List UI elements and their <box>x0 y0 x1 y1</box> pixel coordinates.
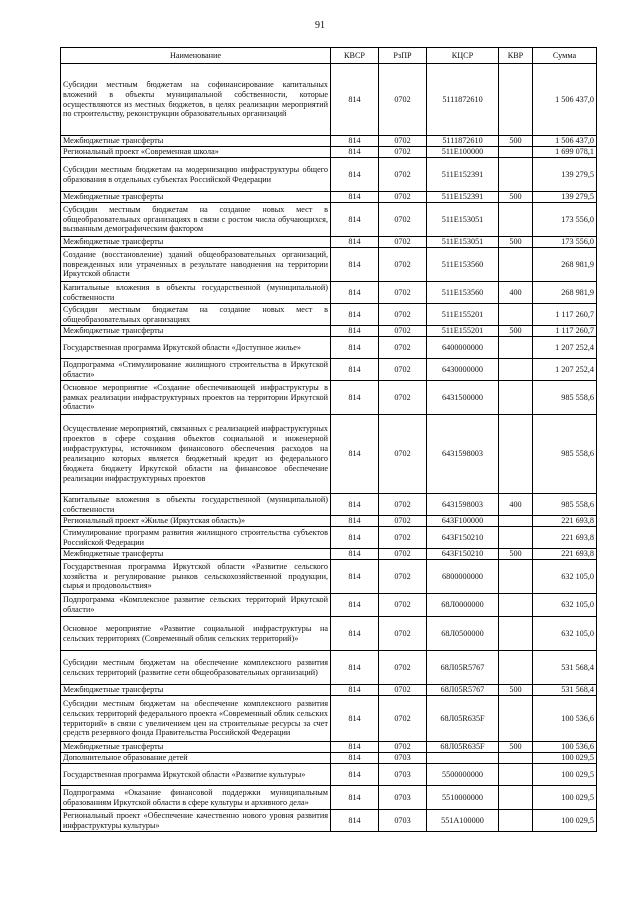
row-kvsr: 814 <box>331 685 379 696</box>
row-kvr <box>499 516 533 527</box>
table-row <box>61 810 597 832</box>
row-kcsr: 6431500000 <box>427 381 499 415</box>
row-rzpr: 0702 <box>379 594 427 617</box>
row-kvr <box>499 304 533 326</box>
row-sum: 221 693,8 <box>533 527 597 549</box>
row-rzpr: 0702 <box>379 617 427 651</box>
row-kcsr: 511E153560 <box>427 248 499 282</box>
table-row <box>61 359 597 381</box>
table-row <box>61 696 597 742</box>
row-rzpr: 0702 <box>379 337 427 359</box>
header-kvsr: КВСР <box>331 48 379 64</box>
row-kvr <box>499 248 533 282</box>
row-rzpr: 0702 <box>379 549 427 560</box>
table-row <box>61 415 597 494</box>
row-kvsr: 814 <box>331 282 379 304</box>
row-rzpr: 0702 <box>379 237 427 248</box>
row-kvsr: 814 <box>331 753 379 764</box>
row-name: Основное мероприятие «Развитие социальной инфраструктуры на сельских территориях (Современный облик сельских территорий)» <box>61 617 331 651</box>
row-rzpr: 0702 <box>379 326 427 337</box>
row-kvsr: 814 <box>331 560 379 594</box>
row-name: Субсидии местным бюджетам на обеспечение комплексного развития сельских территорий федерального проекта «Современный облик сельских территорий» в связи с увеличением цен на строительные ресурсы за счет средств резервного фонда Правительства Российской Федерации <box>61 696 331 742</box>
row-kcsr: 511E155201 <box>427 326 499 337</box>
table-row <box>61 494 597 516</box>
row-kvr <box>499 651 533 685</box>
row-rzpr: 0703 <box>379 810 427 832</box>
row-name: Межбюджетные трансферты <box>61 549 331 560</box>
row-rzpr: 0702 <box>379 282 427 304</box>
row-kcsr: 511E155201 <box>427 304 499 326</box>
row-kvsr: 814 <box>331 810 379 832</box>
row-kcsr: 6400000000 <box>427 337 499 359</box>
row-rzpr: 0702 <box>379 560 427 594</box>
row-name: Государственная программа Иркутской области «Развитие сельского хозяйства и регулирование рынков сельскохозяйственной продукции, сырья и продовольствия» <box>61 560 331 594</box>
table-row <box>61 742 597 753</box>
row-kcsr: 6431598003 <box>427 494 499 516</box>
row-sum: 985 558,6 <box>533 415 597 494</box>
table-row <box>61 753 597 764</box>
row-kvsr: 814 <box>331 237 379 248</box>
row-kvsr: 814 <box>331 742 379 753</box>
row-kcsr: 5111872610 <box>427 64 499 136</box>
row-name: Региональный проект «Жилье (Иркутская область)» <box>61 516 331 527</box>
table-row <box>61 337 597 359</box>
table-row <box>61 527 597 549</box>
row-kcsr: 5510000000 <box>427 786 499 810</box>
row-kvr: 500 <box>499 685 533 696</box>
row-kvsr: 814 <box>331 326 379 337</box>
table-row <box>61 248 597 282</box>
row-kcsr: 511E153560 <box>427 282 499 304</box>
page-number: 91 <box>315 20 325 31</box>
row-rzpr: 0702 <box>379 381 427 415</box>
table-header-row <box>61 48 597 64</box>
row-kvr: 500 <box>499 192 533 203</box>
row-name: Дополнительное образование детей <box>61 753 331 764</box>
row-name: Субсидии местным бюджетам на софинансирование капитальных вложений в объекты муниципальной собственности, которые осуществляются из местных бюджетов, в целях реализации мероприятий по строительству, реконструкции образовательных организаций <box>61 64 331 136</box>
row-rzpr: 0703 <box>379 764 427 786</box>
row-rzpr: 0703 <box>379 786 427 810</box>
row-sum: 1 506 437,0 <box>533 64 597 136</box>
row-sum: 221 693,8 <box>533 549 597 560</box>
row-kcsr: 68Л05R635F <box>427 696 499 742</box>
row-kvr <box>499 337 533 359</box>
table-row <box>61 192 597 203</box>
row-kvr <box>499 753 533 764</box>
row-kvr <box>499 381 533 415</box>
table-row <box>61 304 597 326</box>
row-sum: 139 279,5 <box>533 192 597 203</box>
row-kvsr: 814 <box>331 64 379 136</box>
table-row <box>61 381 597 415</box>
row-name: Субсидии местным бюджетам на обеспечение комплексного развития сельских территорий (развитие сети общеобразовательных организаций) <box>61 651 331 685</box>
row-kvsr: 814 <box>331 337 379 359</box>
row-name: Создание (восстановление) зданий общеобразовательных организаций, поврежденных или утраченных в результате наводнения на территории Иркутской области <box>61 248 331 282</box>
row-rzpr: 0702 <box>379 359 427 381</box>
row-kcsr: 643F150210 <box>427 527 499 549</box>
table-row <box>61 147 597 158</box>
row-kvsr: 814 <box>331 147 379 158</box>
row-name: Межбюджетные трансферты <box>61 192 331 203</box>
row-name: Подпрограмма «Стимулирование жилищного строительства в Иркутской области» <box>61 359 331 381</box>
row-rzpr: 0702 <box>379 304 427 326</box>
row-name: Субсидии местным бюджетам на создание новых мест в общеобразовательных организациях в связи с ростом числа обучающихся, вызванным демографическим фактором <box>61 203 331 237</box>
row-name: Межбюджетные трансферты <box>61 136 331 147</box>
row-kcsr: 643F100000 <box>427 516 499 527</box>
row-kvr <box>499 696 533 742</box>
row-kvsr: 814 <box>331 248 379 282</box>
row-sum: 1 506 437,0 <box>533 136 597 147</box>
row-sum: 1 117 260,7 <box>533 304 597 326</box>
row-rzpr: 0702 <box>379 147 427 158</box>
row-name: Осуществление мероприятий, связанных с реализацией инфраструктурных проектов в сфере создания объектов социальной и инженерной инфраструктуры, источником финансового обеспечения расходов на реализацию которых является бюджетный кредит из федерального бюджета бюджету Иркутской области на финансовое обеспечение реализации инфраструктурных проектов <box>61 415 331 494</box>
row-kcsr: 5500000000 <box>427 764 499 786</box>
row-rzpr: 0702 <box>379 651 427 685</box>
row-sum: 985 558,6 <box>533 381 597 415</box>
row-kvsr: 814 <box>331 527 379 549</box>
row-kvr: 500 <box>499 742 533 753</box>
row-sum: 173 556,0 <box>533 237 597 248</box>
row-kcsr: 511E153051 <box>427 203 499 237</box>
row-name: Подпрограмма «Комплексное развитие сельских территорий Иркутской области» <box>61 594 331 617</box>
row-sum: 100 029,5 <box>533 764 597 786</box>
row-kvsr: 814 <box>331 516 379 527</box>
row-kvr <box>499 415 533 494</box>
row-kcsr: 68Л0000000 <box>427 594 499 617</box>
row-name: Межбюджетные трансферты <box>61 237 331 248</box>
row-kcsr: 511E152391 <box>427 158 499 192</box>
row-kvr <box>499 810 533 832</box>
row-sum: 1 117 260,7 <box>533 326 597 337</box>
row-sum: 985 558,6 <box>533 494 597 516</box>
row-sum: 100 029,5 <box>533 786 597 810</box>
row-kvr <box>499 203 533 237</box>
table-row <box>61 617 597 651</box>
row-sum: 268 981,9 <box>533 248 597 282</box>
row-kvsr: 814 <box>331 696 379 742</box>
row-kvr <box>499 64 533 136</box>
table-row <box>61 549 597 560</box>
table-row <box>61 516 597 527</box>
table-row <box>61 651 597 685</box>
row-sum: 268 981,9 <box>533 282 597 304</box>
table-row <box>61 237 597 248</box>
row-rzpr: 0702 <box>379 527 427 549</box>
row-name: Межбюджетные трансферты <box>61 685 331 696</box>
row-rzpr: 0702 <box>379 64 427 136</box>
row-kvr: 400 <box>499 494 533 516</box>
header-kcsr: КЦСР <box>427 48 499 64</box>
row-sum: 173 556,0 <box>533 203 597 237</box>
row-name: Основное мероприятие «Создание обеспечивающей инфраструктуры в рамках реализации инфраструктурных проектов на территории Иркутской области» <box>61 381 331 415</box>
row-name: Региональный проект «Современная школа» <box>61 147 331 158</box>
row-sum: 1 207 252,4 <box>533 337 597 359</box>
row-kcsr <box>427 753 499 764</box>
row-name: Государственная программа Иркутской области «Доступное жилье» <box>61 337 331 359</box>
row-rzpr: 0702 <box>379 248 427 282</box>
row-kvr: 500 <box>499 549 533 560</box>
row-name: Капитальные вложения в объекты государственной (муниципальной) собственности <box>61 282 331 304</box>
row-kcsr: 511E100000 <box>427 147 499 158</box>
row-kvsr: 814 <box>331 415 379 494</box>
row-kvsr: 814 <box>331 594 379 617</box>
header-rzpr: РзПР <box>379 48 427 64</box>
row-name: Стимулирование программ развития жилищного строительства субъектов Российской Федерации <box>61 527 331 549</box>
row-kcsr: 643F150210 <box>427 549 499 560</box>
row-kvr <box>499 560 533 594</box>
row-rzpr: 0702 <box>379 742 427 753</box>
row-name: Капитальные вложения в объекты государственной (муниципальной) собственности <box>61 494 331 516</box>
row-kvr <box>499 594 533 617</box>
table-body <box>61 64 597 832</box>
row-kcsr: 68Л05R5767 <box>427 651 499 685</box>
row-kvsr: 814 <box>331 304 379 326</box>
header-name: Наименование <box>61 48 331 64</box>
row-sum: 632 105,0 <box>533 594 597 617</box>
row-kvr <box>499 527 533 549</box>
row-kcsr: 6800000000 <box>427 560 499 594</box>
row-rzpr: 0702 <box>379 516 427 527</box>
row-kcsr: 551A100000 <box>427 810 499 832</box>
header-sum: Сумма <box>533 48 597 64</box>
row-kvsr: 814 <box>331 381 379 415</box>
row-kcsr: 511E152391 <box>427 192 499 203</box>
row-sum: 1 207 252,4 <box>533 359 597 381</box>
row-kvsr: 814 <box>331 617 379 651</box>
row-kvr <box>499 147 533 158</box>
row-kvsr: 814 <box>331 359 379 381</box>
row-kvr: 500 <box>499 237 533 248</box>
row-kcsr: 6430000000 <box>427 359 499 381</box>
row-kvr <box>499 617 533 651</box>
row-name: Подпрограмма «Оказание финансовой поддержки муниципальным образованиям Иркутской области в сфере культуры и архивного дела» <box>61 786 331 810</box>
row-sum: 100 029,5 <box>533 753 597 764</box>
table-row <box>61 158 597 192</box>
table-row <box>61 594 597 617</box>
row-name: Межбюджетные трансферты <box>61 742 331 753</box>
row-name: Субсидии местным бюджетам на создание новых мест в общеобразовательных организациях <box>61 304 331 326</box>
row-name: Межбюджетные трансферты <box>61 326 331 337</box>
table-row <box>61 786 597 810</box>
row-rzpr: 0702 <box>379 192 427 203</box>
row-sum: 632 105,0 <box>533 560 597 594</box>
table-row <box>61 203 597 237</box>
row-kvsr: 814 <box>331 136 379 147</box>
row-kcsr: 68Л05R635F <box>427 742 499 753</box>
row-kvsr: 814 <box>331 786 379 810</box>
table-row <box>61 685 597 696</box>
header-kvr: КВР <box>499 48 533 64</box>
row-rzpr: 0702 <box>379 685 427 696</box>
row-rzpr: 0702 <box>379 415 427 494</box>
row-sum: 1 699 078,1 <box>533 147 597 158</box>
row-kvsr: 814 <box>331 192 379 203</box>
table-row <box>61 764 597 786</box>
row-kvr <box>499 158 533 192</box>
row-kvr: 500 <box>499 326 533 337</box>
row-name: Региональный проект «Обеспечение качественно нового уровня развития инфраструктуры культуры» <box>61 810 331 832</box>
row-sum: 632 105,0 <box>533 617 597 651</box>
row-sum: 139 279,5 <box>533 158 597 192</box>
row-rzpr: 0702 <box>379 136 427 147</box>
row-kvr: 500 <box>499 136 533 147</box>
table-row <box>61 560 597 594</box>
budget-table <box>60 47 597 832</box>
row-kvsr: 814 <box>331 494 379 516</box>
row-kvr <box>499 786 533 810</box>
row-sum: 531 568,4 <box>533 651 597 685</box>
row-name: Субсидии местным бюджетам на модернизацию инфраструктуры общего образования в отдельных субъектах Российской Федерации <box>61 158 331 192</box>
row-name: Государственная программа Иркутской области «Развитие культуры» <box>61 764 331 786</box>
table-row <box>61 326 597 337</box>
row-sum: 100 536,6 <box>533 742 597 753</box>
row-kcsr: 68Л05R5767 <box>427 685 499 696</box>
row-kvsr: 814 <box>331 651 379 685</box>
row-sum: 531 568,4 <box>533 685 597 696</box>
table-row <box>61 282 597 304</box>
row-kcsr: 68Л0500000 <box>427 617 499 651</box>
row-kvr <box>499 764 533 786</box>
row-kcsr: 511E153051 <box>427 237 499 248</box>
row-kvsr: 814 <box>331 764 379 786</box>
row-kvsr: 814 <box>331 549 379 560</box>
row-sum: 221 693,8 <box>533 516 597 527</box>
row-rzpr: 0702 <box>379 158 427 192</box>
row-kvr <box>499 359 533 381</box>
row-rzpr: 0702 <box>379 203 427 237</box>
row-sum: 100 029,5 <box>533 810 597 832</box>
row-rzpr: 0702 <box>379 494 427 516</box>
row-kvsr: 814 <box>331 158 379 192</box>
row-rzpr: 0703 <box>379 753 427 764</box>
row-kvsr: 814 <box>331 203 379 237</box>
row-kcsr: 6431598003 <box>427 415 499 494</box>
row-kvr: 400 <box>499 282 533 304</box>
table-row <box>61 64 597 136</box>
row-rzpr: 0702 <box>379 696 427 742</box>
row-sum: 100 536,6 <box>533 696 597 742</box>
table-row <box>61 136 597 147</box>
row-kcsr: 5111872610 <box>427 136 499 147</box>
